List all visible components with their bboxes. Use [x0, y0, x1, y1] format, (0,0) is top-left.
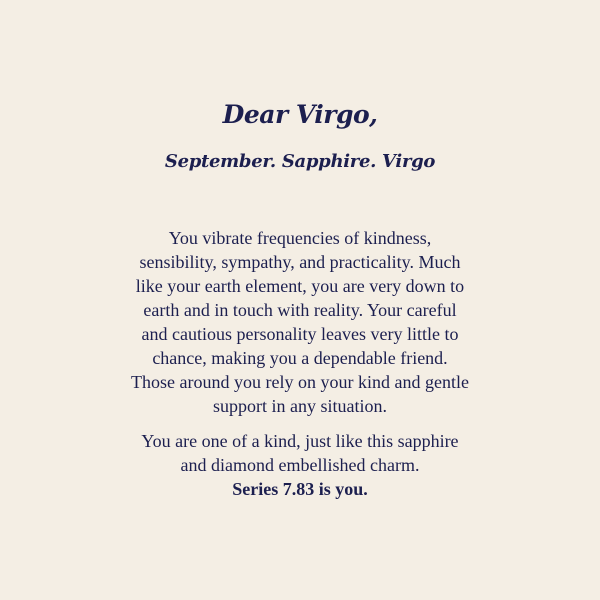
description-line: and cautious personality leaves very little to: [141, 324, 459, 344]
charm-line: and diamond embellished charm.: [180, 455, 420, 475]
description-line: chance, making you a dependable friend.: [152, 348, 448, 368]
description-line: support in any situation.: [213, 396, 387, 416]
description-line: like your earth element, you are very down to: [135, 276, 465, 296]
description-line: You vibrate frequencies of kindness,: [168, 228, 432, 248]
card-subtitle: September. Sapphire. Virgo: [164, 151, 436, 172]
description-line: Those around you rely on your kind and gentle: [131, 372, 469, 392]
charm-paragraph: [0, 429, 600, 501]
description-line: sensibility, sympathy, and practicality. Much: [139, 252, 461, 272]
description-paragraph: [0, 226, 600, 418]
description-line: earth and in touch with reality. Your careful: [143, 300, 457, 320]
series-closing: Series 7.83 is you.: [232, 479, 368, 499]
charm-line: You are one of a kind, just like this sapphire: [141, 431, 459, 451]
card-title: Dear Virgo,: [222, 100, 378, 129]
